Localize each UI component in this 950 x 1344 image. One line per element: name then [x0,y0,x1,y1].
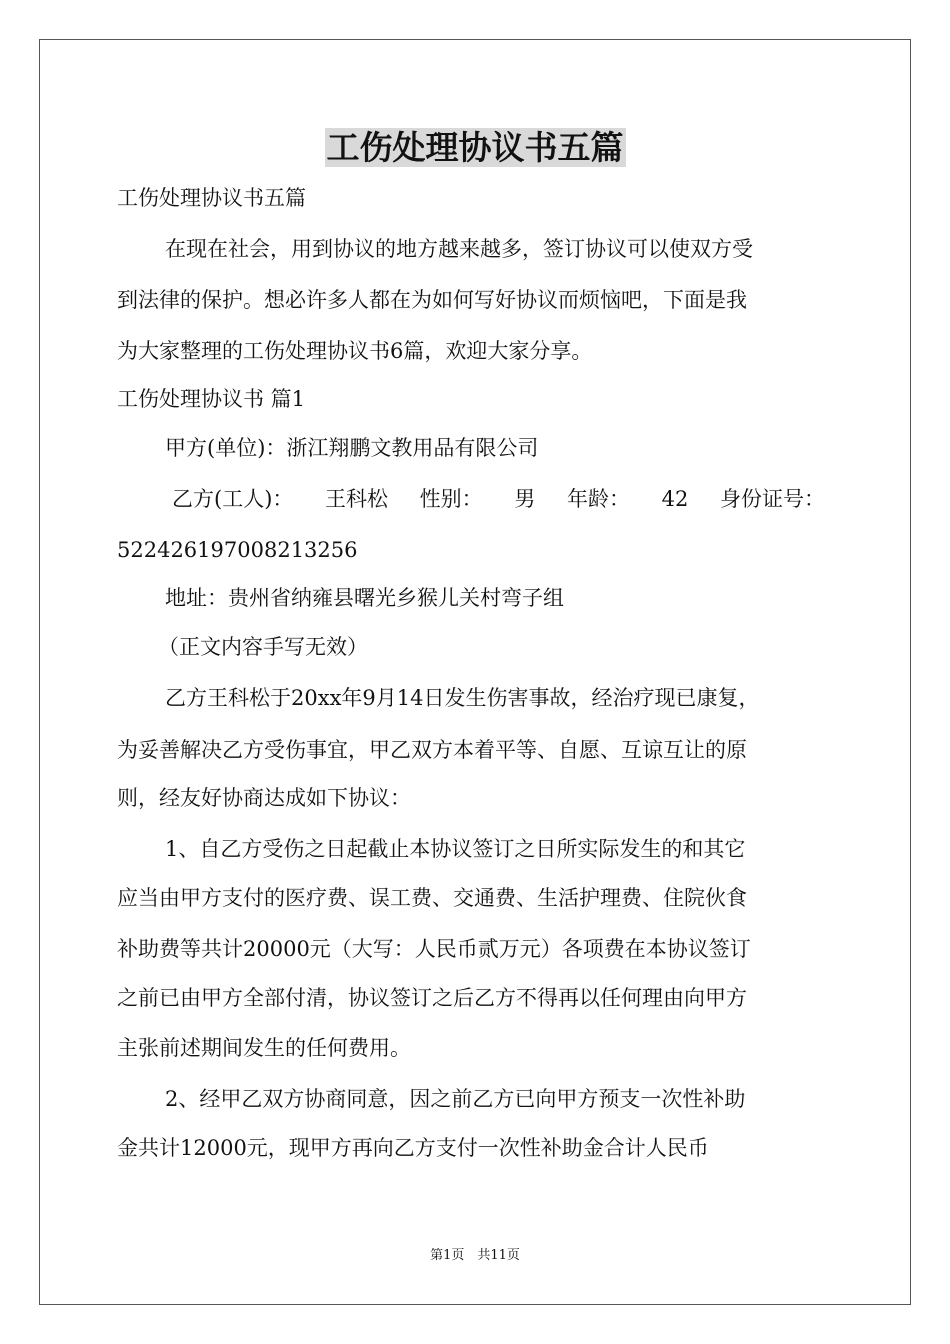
note-line: （正文内容手写无效） [158,635,368,659]
paragraph-line: 到法律的保护。想必许多人都在为如何写好协议而烦恼吧，下面是我 [117,288,747,312]
id-number-line: 522426197008213256 [117,538,358,562]
party-b-name: 王科松 [325,487,389,511]
gender-label: 性别： [419,487,483,511]
paragraph-line: 主张前述期间发生的任何费用。 [117,1036,411,1060]
paragraph-line: 之前已由甲方全部付清，协议签订之后乙方不得再以任何理由向甲方 [117,986,747,1010]
address-line: 地址：贵州省纳雍县曙光乡猴儿关村弯子组 [165,586,564,610]
age-value: 42 [661,487,689,511]
paragraph-line: 2、经甲乙双方协商同意，因之前乙方已向甲方预支一次性补助 [165,1087,746,1111]
paragraph-line: 应当由甲方支付的医疗费、误工费、交通费、生活护理费、住院伙食 [117,886,747,910]
paragraph-line: 则，经友好协商达成如下协议： [117,786,411,810]
paragraph-line: 乙方王科松于20xx年9月14日发生伤害事故，经治疗现已康复， [165,686,760,710]
paragraph-line: 为妥善解决乙方受伤事宜，甲乙双方本着平等、自愿、互谅互让的原 [117,738,747,762]
paragraph-line: 在现在社会，用到协议的地方越来越多，签订协议可以使双方受 [165,237,753,261]
page-footer: 第1页 共11页 [430,1248,520,1263]
page-border [39,39,911,1305]
party-b-line [172,484,825,514]
party-a-line: 甲方(单位)：浙江翔鹏文教用品有限公司 [165,436,539,460]
gender-value: 男 [514,487,536,511]
subtitle-line: 工伤处理协议书五篇 [117,186,306,210]
paragraph-line: 补助费等共计20000元（大写：人民币贰万元）各项费在本协议签订 [117,937,751,961]
title-text: 工伤处理协议书五篇 [326,128,624,167]
id-label: 身份证号： [719,487,825,511]
paragraph-line: 金共计12000元，现甲方再向乙方支付一次性补助金合计人民币 [117,1136,709,1160]
age-label: 年龄： [566,487,630,511]
party-b-label: 乙方(工人)： [172,487,294,511]
paragraph-line: 1、自乙方受伤之日起截止本协议签订之日所实际发生的和其它 [165,837,746,861]
section-heading: 工伤处理协议书 篇1 [117,387,306,411]
document-title [0,122,950,174]
paragraph-line: 为大家整理的工伤处理协议书6篇，欢迎大家分享。 [117,339,593,363]
